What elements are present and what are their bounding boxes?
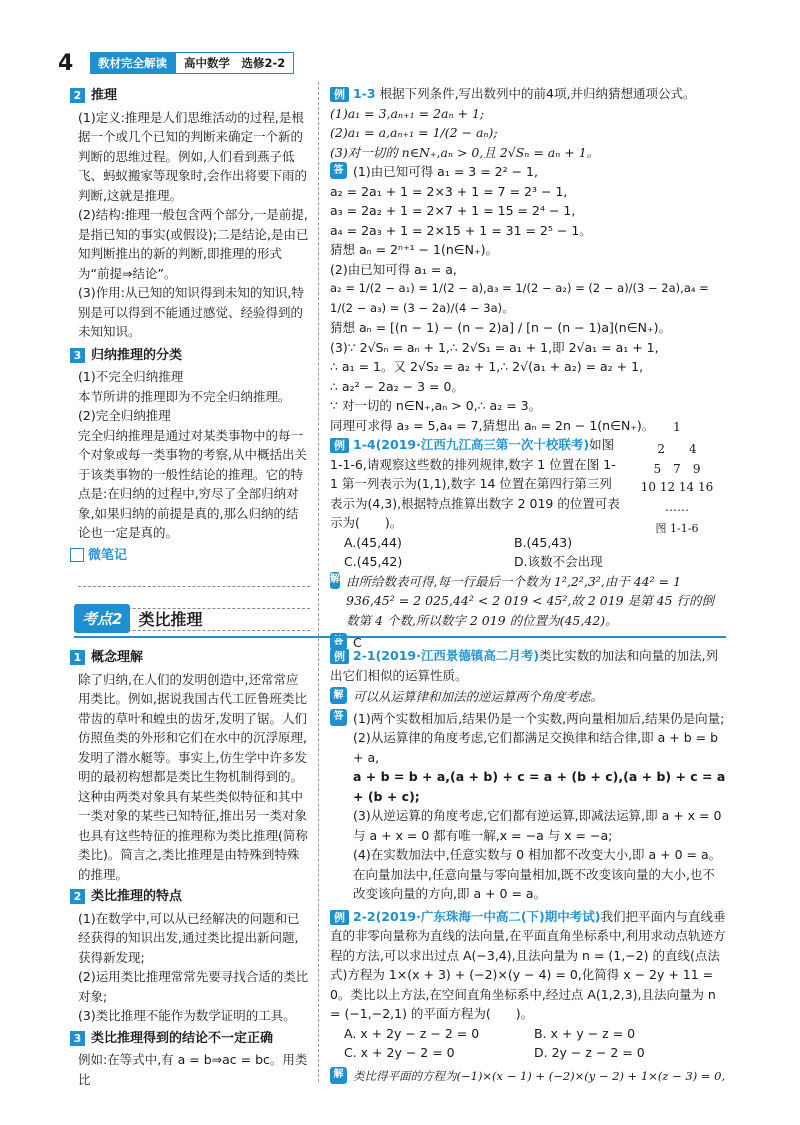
left-column-bottom [73, 646, 310, 1089]
options: C. x + 2y − 2 = 0 D. 2y − z − 2 = 0 [344, 1045, 645, 1060]
figure-caption: 图 1-1-6 [655, 522, 699, 535]
example-1-4: 例 1-4(2019·江西九江高三第一次十校联考)如图 1-1-6,请观察这些数的排列规律,数字 1 位置在图 1-1 第一列表示为(1,1),数字 14 位置在第四行第三列表示为(4,3),根据特点推算出数字 2 019 的位置可表示为( )。 [330, 437, 620, 530]
subject-label: 高中数学 选修2-2 [175, 52, 294, 74]
page-header [58, 52, 294, 74]
right-column-bottom: 例 2-1(2019·江西景德镇高二月考)类比实数的加法和向量的加法,列出它们相似的运算性质。 解 可以从运算律和加法的逆运算两个角度考虑。 答 (1)两个实数相加后,结果仍是一个实数,两向量相加后,结果仍是向量; (2)从运算律的角度考虑,它们都满足交换律和结合律,即 a + b = b + a, a + b = b + a,(a + b) + c = a + (b + c),(a + b) + c = a + (b + c); (3)从逆运算的角度考虑,它们都有逆运算,即减法运算,即 a + x = 0 与 a + x = 0 都有唯一解,x = −a 与 x = −a; (4)在实数加法中,任意实数与 0 相加都不改变大小,即 a + 0 = a。在向量加法中,任意向量与零向量相加,既不改变该向量的大小,也不改变该向量的方向,即 a + 0 = a。 例 2-2(2019·广东珠海一中高二(下)期中考试)我们把平面内与直线垂直的非零向量称为直线的法向量,在平面直角坐标系中,利用求动点轨迹方程的方法,可以求出过点 A(−3,4),且法向量为 n = (1,−2) 的直线(点法式)方程为 1×(x + 3) + (−2)×(y − 4) = 0,化简得 x − 2y + 11 = 0。类比以上方法,在空间直角坐标系中,经过点 A(1,2,3),且法向量为 n = (−1,−2,1) 的平面方程为( )。 A. x + 2y − z − 2 = 0 B. x + y − z = 0 C. x + 2y − 2 = 0 D. 2y − z − 2 = 0 解 类比得平面的方程为(−1)×(x − 1) + (−2)×(y − 2) + 1×(z − 3) = 0, [330, 646, 726, 1086]
column-divider [318, 82, 319, 1082]
section-title: 1 概念理解 [70, 648, 310, 668]
answer-tag: 答 [330, 162, 347, 179]
answer-tag: 答 [330, 633, 347, 650]
paragraph: (2)完全归纳推理 [78, 408, 171, 423]
options: C.(45,42) D.该数不会出现 [344, 554, 603, 569]
section-title: 2 推理 [70, 86, 310, 106]
solution-tag: 解 [330, 687, 347, 704]
answer-block: 答 (1)两个实数相加后,结果仍是一个实数,两向量相加后,结果仍是向量; [330, 709, 726, 729]
answer-block: 答 (1)由已知可得 a₁ = 3 = 2² − 1, [330, 162, 726, 182]
kaodian-title: 类比推理 [138, 610, 203, 629]
example-2-2: 例 2-2(2019·广东珠海一中高二(下)期中考试)我们把平面内与直线垂直的非零向量称为直线的法向量,在平面直角坐标系中,利用求动点轨迹方程的方法,可以求出过点 A(−3,4),且法向量为 n = (1,−2) 的直线(点法式)方程为 1×(x + 3) + (−2)×(y − 4) = 0,化简得 x − 2y + 11 = 0。类比以上方法,在空间直角坐标系中,经过点 A(1,2,3),且法向量为 n = (−1,−2,1) 的平面方程为( )。 [330, 908, 726, 1021]
section-number: 3 [70, 1031, 85, 1046]
section-number: 1 [70, 650, 85, 665]
section-title: 2 类比推理的特点 [70, 887, 310, 907]
book-badge: 教材完全解读 [90, 52, 175, 74]
paragraph: (1)不完全归纳推理 [78, 369, 184, 384]
paragraph: 完全归纳推理是通过对某类事物中的每一个对象或每一类事物的考察,从中概括出关于该类事物的一般性结论的推理。它的特点是:在归纳的过程中,穷尽了全部归纳对象,如果归纳的前提是真的,那么归纳的结论也一定是真的。 [78, 427, 307, 540]
kaodian-badge: 考点2 [74, 604, 130, 633]
paragraph: (2)运用类比推理常常先要寻找合适的类比对象; [78, 969, 309, 1004]
paragraph: (3)作用:从已知的知识得到未知的知识,特别是可以得到不能通过感觉、经验得到的未知知识。 [78, 285, 304, 339]
note-title: 微笔记 [70, 546, 310, 566]
paragraph: (1)定义:推理是人们思维活动的过程,是根据一个或几个已知的判断来确定一个新的判断的思维过程。例如,人们看到燕子低飞、蚂蚁搬家等现象时,会作出将要下雨的判断,这就是推理。 [78, 109, 307, 203]
solution-block: 解 可以从运算律和加法的逆运算两个角度考虑。 [330, 687, 726, 707]
example-tag: 例 [330, 438, 349, 453]
pencil-note-icon [70, 548, 84, 562]
paragraph: (3)类比推理不能作为数学证明的工具。 [78, 1008, 296, 1023]
example-tag: 例 [330, 910, 349, 925]
paragraph: 本节所讲的推理即为不完全归纳推理。 [78, 388, 291, 404]
answer-tag: 答 [330, 709, 347, 726]
solution-tag: 解 [330, 572, 340, 589]
figure-1-1-6: 1 2 4 5 7 9 10 12 14 16 …… 图 1-1-6 [622, 420, 732, 536]
solution-block: 解 类比得平面的方程为(−1)×(x − 1) + (−2)×(y − 2) + 1×(z − 3) = 0, [330, 1067, 726, 1087]
kaodian-rule [74, 636, 726, 638]
paragraph: (1)在数学中,可以从已经解决的问题和已经获得的知识出发,通过类比提出新问题,获得新发现; [78, 910, 300, 965]
paragraph: 除了归纳,在人们的发明创造中,还常常应用类比。例如,据说我国古代工匠鲁班类比带齿的草叶和蝗虫的齿牙,发明了锯。人们仿照鱼类的外形和它们在水中的沉浮原理,发明了潜水艇等。事实上,仿生学中许多发明的最初构想都是类比生物机制得到的。 [78, 671, 307, 784]
section-number: 2 [70, 88, 85, 103]
paragraph: (2)结构:推理一般包含两个部分,一是前提,是指已知的事实(或假设);二是结论,是由已知判断推出的新的判断,即推理的形式为“前提⇒结论”。 [78, 207, 309, 281]
example-1-3: 例 1-3 根据下列条件,写出数列中的前4项,并归纳猜想通项公式。 [330, 84, 726, 104]
paragraph: 例如:在等式中,有 a = b⇒ac = bc。用类比 [78, 1052, 308, 1087]
example-2-1: 例 2-1(2019·江西景德镇高二月考)类比实数的加法和向量的加法,列出它们相似的运算性质。 [330, 648, 719, 683]
answer-block: 答 C [330, 633, 726, 653]
section-number: 2 [70, 889, 85, 904]
page-number: 4 [58, 50, 74, 76]
example-tag: 例 [330, 649, 349, 664]
left-column-top [73, 84, 310, 631]
kaodian-banner [74, 604, 202, 633]
section-title: 3 类比推理得到的结论不一定正确 [70, 1029, 310, 1049]
solution-tag: 解 [330, 1067, 347, 1084]
options: A. x + 2y − z − 2 = 0 B. x + y − z = 0 [344, 1025, 636, 1041]
paragraph: 这种由两类对象具有某些类似特征和其中一类对象的某些已知特征,推出另一类对象也具有这些特征的推理称为类比推理(简称类比)。简言之,类比推理是由特殊到特殊的推理。 [78, 788, 308, 882]
right-column-top: 例 1-3 根据下列条件,写出数列中的前4项,并归纳猜想通项公式。 (1)a₁ = 3,aₙ₊₁ = 2aₙ + 1; (2)a₁ = a,aₙ₊₁ = 1/(2 − aₙ); (3)对一切的 n∈N₊,aₙ > 0,且 2√Sₙ = aₙ + 1。 答 (1)由已知可得 a₁ = 3 = 2² − 1, a₂ = 2a₁ + 1 = 2×3 + 1 = 7 = 2³ − 1, a₃ = 2a₂ + 1 = 2×7 + 1 = 15 = 2⁴ − 1, a₄ = 2a₃ + 1 = 2×15 + 1 = 31 = 2⁵ − 1。 猜想 aₙ = 2ⁿ⁺¹ − 1(n∈N₊)。 (2)由已知可得 a₁ = a, a₂ = 1/(2 − a₁) = 1/(2 − a),a₃ = 1/(2 − a₂) = (2 − a)/(3 − 2a),a₄ = 1/(2 − a₃) = (3 − 2a)/(4 − 3a)。 猜想 aₙ = [(n − 1) − (n − 2)a] / [n − (n − 1)a](n∈N₊)。 (3)∵ 2√Sₙ = aₙ + 1,∴ 2√S₁ = a₁ + 1,即 2√a₁ = a₁ + 1, ∴ a₁ = 1。又 2√S₂ = a₂ + 1,∴ 2√(a₁ + a₂) = a₂ + 1, ∴ a₂² − 2a₂ − 3 = 0。 ∵ 对一切的 n∈N₊,aₙ > 0,∴ a₂ = 3。 同理可求得 a₃ = 5,a₄ = 7,猜想出 aₙ = 2n − 1(n∈N₊)。 例 1-4(2019·江西九江高三第一次十校联考)如图 1-1-6,请观察这些数的排列规律,数字 1 位置在图 1-1 第一列表示为(1,1),数字 14 位置在第四行第三列表示为(4,3),根据特点推算出数字 2 019 的位置可表示为( )。 A.(45,44) B.(45,43) C.(45,42) D.该数不会出现 解 由所给数表可得,每一行最后一个数为 1²,2²,3²,由于 44² = 1 936,45² = 2 025,44² < 2 019 < 45²,故 2 019 是第 45 行的倒数第 4 个数,所以数字 2 019 的位置为(45,42)。 答 C [330, 84, 726, 653]
example-tag: 例 [330, 87, 349, 102]
section-title: 3 归纳推理的分类 [70, 346, 310, 366]
section-number: 3 [70, 348, 85, 363]
solution-block: 解 由所给数表可得,每一行最后一个数为 1²,2²,3²,由于 44² = 1 936,45² = 2 025,44² < 2 019 < 45²,故 2 019 是第 45 行的倒数第 4 个数,所以数字 2 019 的位置为(45,42)。 [330, 573, 714, 628]
options: A.(45,44) B.(45,43) [344, 534, 573, 550]
